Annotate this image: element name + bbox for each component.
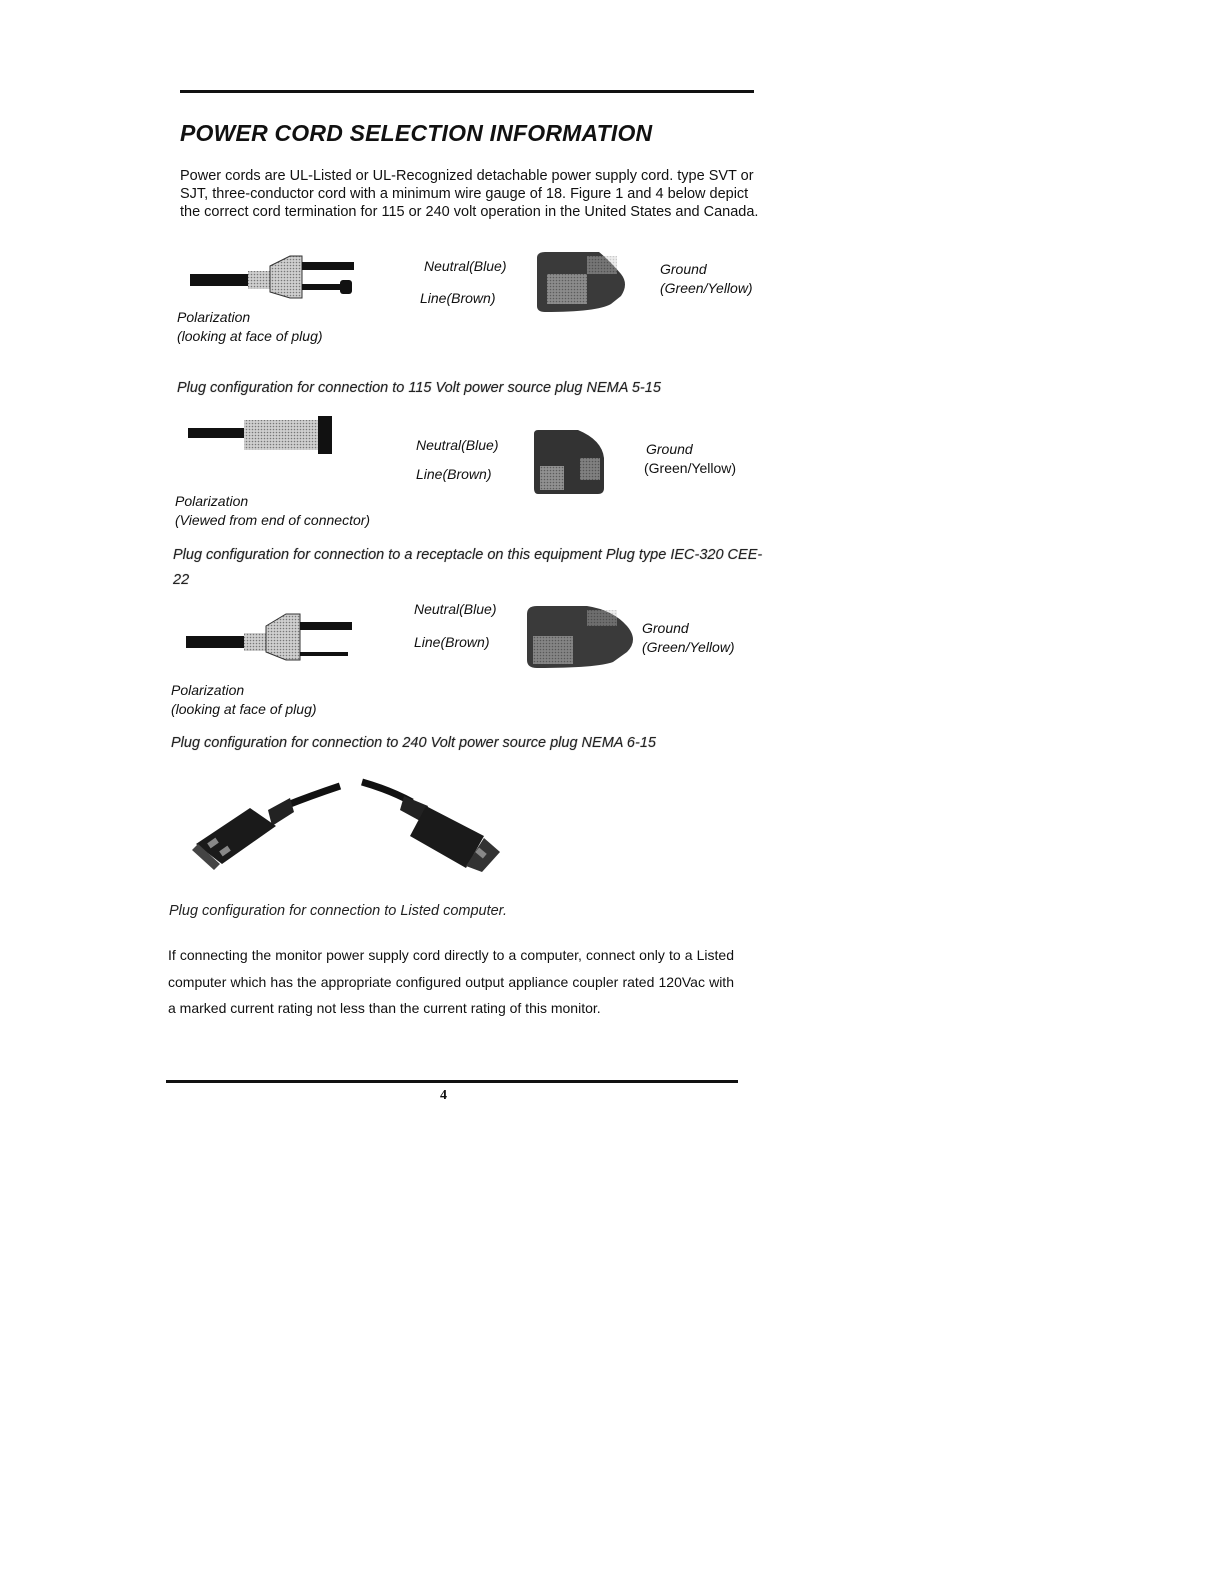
page-number: 4 [440, 1088, 447, 1103]
polarization-note-1: (looking at face of plug) [177, 328, 323, 344]
computer-power-cord-illustration [190, 776, 530, 876]
top-rule [180, 90, 754, 93]
nema-5-15-plug-illustration [190, 252, 365, 302]
bottom-rule [166, 1080, 738, 1083]
intro-paragraph: Power cords are UL-Listed or UL-Recognized detachable power supply cord. type SVT or SJT, three-conductor cord with a minimum wire gauge of 18. Figure 1 and 4 below depict the correct cord termination for 115 or 240 volt operation in the United States and Canada. [180, 168, 759, 220]
polarization-note-2: (Viewed from end of connector) [175, 512, 371, 528]
ground-label-3: Ground [642, 620, 689, 636]
ground-color-label-2: (Green/Yellow) [644, 460, 737, 476]
ground-color-label-1: (Green/Yellow) [660, 280, 753, 296]
iec-320-connector-face [534, 430, 606, 494]
neutral-label-1: Neutral(Blue) [424, 258, 507, 274]
figure-caption-2: Plug configuration for connection to a receptacle on this equipment Plug type IEC-320 CEE-22 [173, 547, 763, 588]
figure-caption-1: Plug configuration for connection to 115 Volt power source plug NEMA 5-15 [177, 380, 661, 396]
figure-caption-4: Plug configuration for connection to Listed computer. [169, 903, 507, 919]
neutral-label-2: Neutral(Blue) [416, 437, 499, 453]
polarization-note-3: (looking at face of plug) [171, 701, 317, 717]
polarization-label-2: Polarization [175, 493, 249, 509]
polarization-label-3: Polarization [171, 682, 245, 698]
line-label-3: Line(Brown) [414, 634, 490, 650]
nema-5-15-plug-face [537, 252, 637, 312]
line-label-1: Line(Brown) [420, 290, 496, 306]
neutral-label-3: Neutral(Blue) [414, 601, 497, 617]
computer-connection-paragraph: If connecting the monitor power supply cord directly to a computer, connect only to a Listed computer which has the appropriate configured output appliance coupler rated 120Vac with a marked current rating not less than the current rating of this monitor. [168, 947, 734, 1016]
nema-6-15-plug-illustration [186, 612, 356, 662]
page-title: POWER CORD SELECTION INFORMATION [180, 120, 653, 146]
ground-label-1: Ground [660, 261, 707, 277]
nema-6-15-plug-face [527, 606, 639, 668]
polarization-label-1: Polarization [177, 309, 251, 325]
iec-320-connector-illustration [188, 416, 338, 456]
line-label-2: Line(Brown) [416, 466, 492, 482]
ground-label-2: Ground [646, 441, 693, 457]
figure-caption-3: Plug configuration for connection to 240 Volt power source plug NEMA 6-15 [171, 735, 656, 751]
ground-color-label-3: (Green/Yellow) [642, 639, 735, 655]
